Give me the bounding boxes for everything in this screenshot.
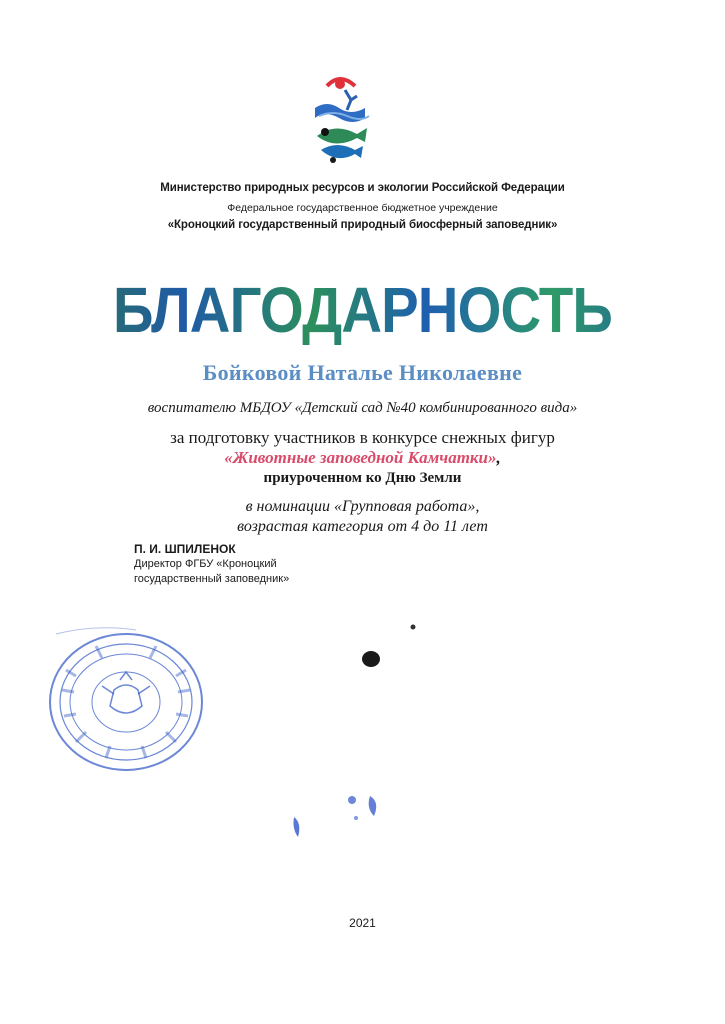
contest-name: «Животные заповедной Камчатки» — [224, 448, 497, 467]
signer-role-line-1: Директор ФГБУ «Кроноцкий — [134, 558, 277, 570]
ink-dot-icon — [408, 622, 418, 632]
signer-name: П. И. ШПИЛЕНОК — [134, 542, 236, 556]
occasion-line: приуроченном ко Дню Земли — [263, 470, 462, 486]
certificate-title: БЛАГОДАРНОСТЬ — [44, 274, 682, 346]
nomination-line-2: возрастая категория от 4 до 11 лет — [237, 518, 488, 535]
nomination-line-1: в номинации «Групповая работа», — [245, 498, 480, 515]
ink-blot-icon — [360, 648, 384, 670]
institution-type-line: Федеральное государственное бюджетное учреждение — [227, 202, 498, 214]
signer-block — [134, 542, 289, 587]
contest-name-line — [0, 448, 725, 468]
signer-role-line-2: государственный заповедник» — [134, 573, 290, 585]
ministry-line: Министерство природных ресурсов и экологии Российской Федерации — [160, 182, 565, 194]
award-reason: за подготовку участников в конкурсе снежных фигур — [170, 428, 555, 447]
recipient-position: воспитателю МБДОУ «Детский сад №40 комбинированного вида» — [147, 400, 578, 416]
official-seal-icon — [36, 620, 216, 780]
recipient-name: Бойковой Наталье Николаевне — [202, 360, 523, 385]
ink-smudge-icon — [330, 790, 384, 826]
nomination-block — [0, 497, 725, 537]
reserve-name-line: «Кроноцкий государственный природный биосферный заповедник» — [167, 219, 558, 231]
contest-comma: , — [496, 448, 501, 467]
ink-smudge-icon — [290, 815, 304, 839]
certificate-year: 2021 — [349, 916, 376, 930]
reserve-logo-icon — [305, 70, 375, 170]
